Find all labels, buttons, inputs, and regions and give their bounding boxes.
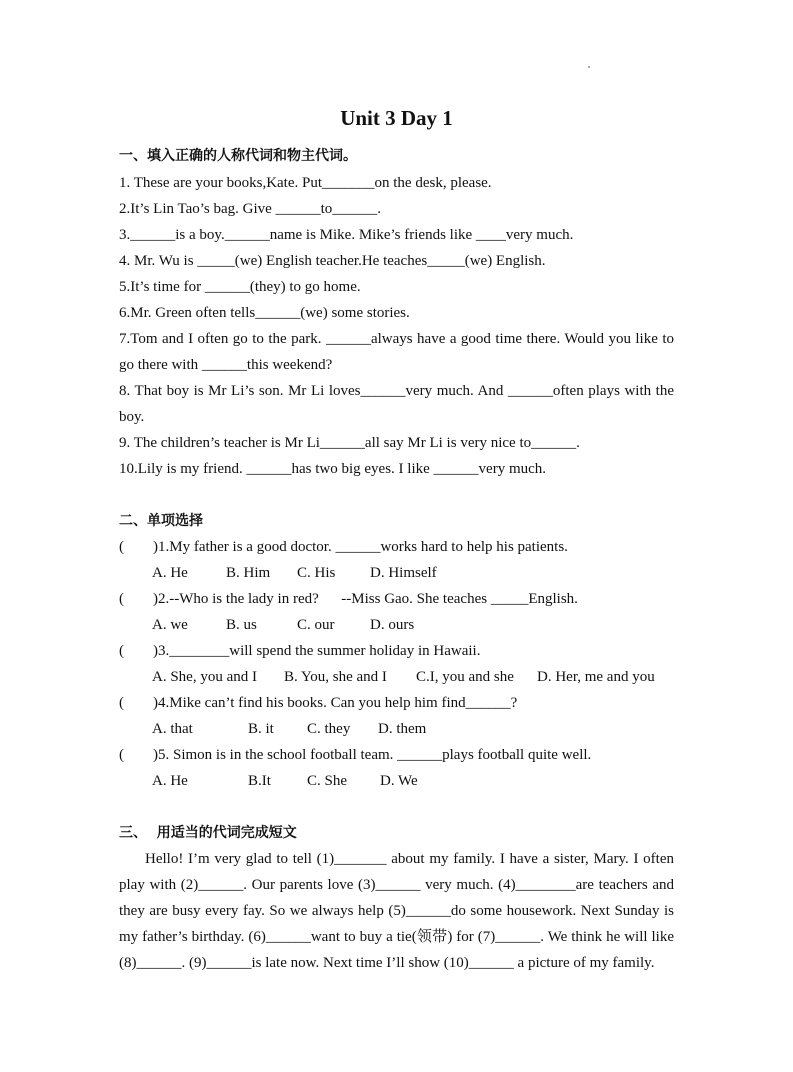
section2-heading: 二、单项选择 xyxy=(119,513,203,529)
option-d: D. Himself xyxy=(370,565,437,581)
option-d: D. them xyxy=(378,721,427,737)
option-b: B. You, she and I xyxy=(284,669,387,685)
option-d: D. We xyxy=(380,773,418,789)
option-c: C. our xyxy=(297,617,335,633)
fill-item-2: 2.It’s Lin Tao’s bag. Give ______to______. xyxy=(119,201,381,217)
option-a: A. She, you and I xyxy=(152,669,257,685)
question-stem: )2.--Who is the lady in red? --Miss Gao. She teaches _____English. xyxy=(153,591,578,607)
option-c: C. She xyxy=(307,773,348,789)
section3-heading: 三、 用适当的代词完成短文 xyxy=(119,825,297,841)
option-b: B. it xyxy=(248,721,274,737)
fill-item-1: 1. These are your books,Kate. Put_______on the desk, please. xyxy=(119,175,492,191)
option-c: C.I, you and she xyxy=(416,669,514,685)
answer-paren: ( xyxy=(119,747,124,763)
fill-item-5: 5.It’s time for ______(they) to go home. xyxy=(119,279,361,295)
option-a: A. we xyxy=(152,617,188,633)
mc-question-5 xyxy=(119,745,591,765)
option-d: D. ours xyxy=(370,617,415,633)
answer-paren: ( xyxy=(119,695,124,711)
fill-item-6: 6.Mr. Green often tells______(we) some stories. xyxy=(119,305,410,321)
option-a: A. He xyxy=(152,565,188,581)
fill-item-9: 9. The children’s teacher is Mr Li______all say Mr Li is very nice to______. xyxy=(119,435,580,451)
option-b: B. Him xyxy=(226,565,271,581)
fill-item-4: 4. Mr. Wu is _____(we) English teacher.He teaches_____(we) English. xyxy=(119,253,546,269)
answer-paren: ( xyxy=(119,643,124,659)
option-c: C. His xyxy=(297,565,336,581)
mc-question-2 xyxy=(119,589,578,609)
option-c: C. they xyxy=(307,721,351,737)
option-a: A. He xyxy=(152,773,188,789)
fill-item-10: 10.Lily is my friend. ______has two big eyes. I like ______very much. xyxy=(119,461,547,477)
fill-item-7: 7.Tom and I often go to the park. ______always have a good time there. Would you like to go there with ______this weekend? xyxy=(119,331,674,373)
question-stem: )1.My father is a good doctor. ______works hard to help his patients. xyxy=(153,539,568,555)
section1-heading: 一、填入正确的人称代词和物主代词。 xyxy=(119,148,357,164)
fill-item-3: 3.______is a boy.______name is Mike. Mike’s friends like ____very much. xyxy=(119,227,574,243)
fill-item-8: 8. That boy is Mr Li’s son. Mr Li loves______very much. And ______often plays with the boy. xyxy=(119,383,674,425)
option-b: B.It xyxy=(248,773,271,789)
mc-question-4 xyxy=(119,693,517,713)
question-stem: )3.________will spend the summer holiday in Hawaii. xyxy=(153,643,481,659)
option-a: A. that xyxy=(152,721,193,737)
mc-question-1 xyxy=(119,537,568,557)
question-stem: )5. Simon is in the school football team. ______plays football quite well. xyxy=(153,747,592,763)
question-stem: )4.Mike can’t find his books. Can you help him find______? xyxy=(153,695,518,711)
answer-paren: ( xyxy=(119,539,124,555)
mc-question-3 xyxy=(119,641,480,661)
answer-paren: ( xyxy=(119,591,124,607)
page-speck xyxy=(588,66,590,68)
option-b: B. us xyxy=(226,617,257,633)
cloze-passage: Hello! I’m very glad to tell (1)_______ about my family. I have a sister, Mary. I often play with (2)______. Our parents love (3)______ very much. (4)________are teachers and they are busy every fay. So we always help (5)______do some housework. Next Sunday is my father’s birthday. (6)______want to buy a tie(领带) for (7)______. We think he will like (8)______. (9)______is late now. Next time I’ll show (10)______ a picture of my family. xyxy=(119,851,674,971)
page-title: Unit 3 Day 1 xyxy=(340,106,453,130)
option-d: D. Her, me and you xyxy=(537,669,655,685)
